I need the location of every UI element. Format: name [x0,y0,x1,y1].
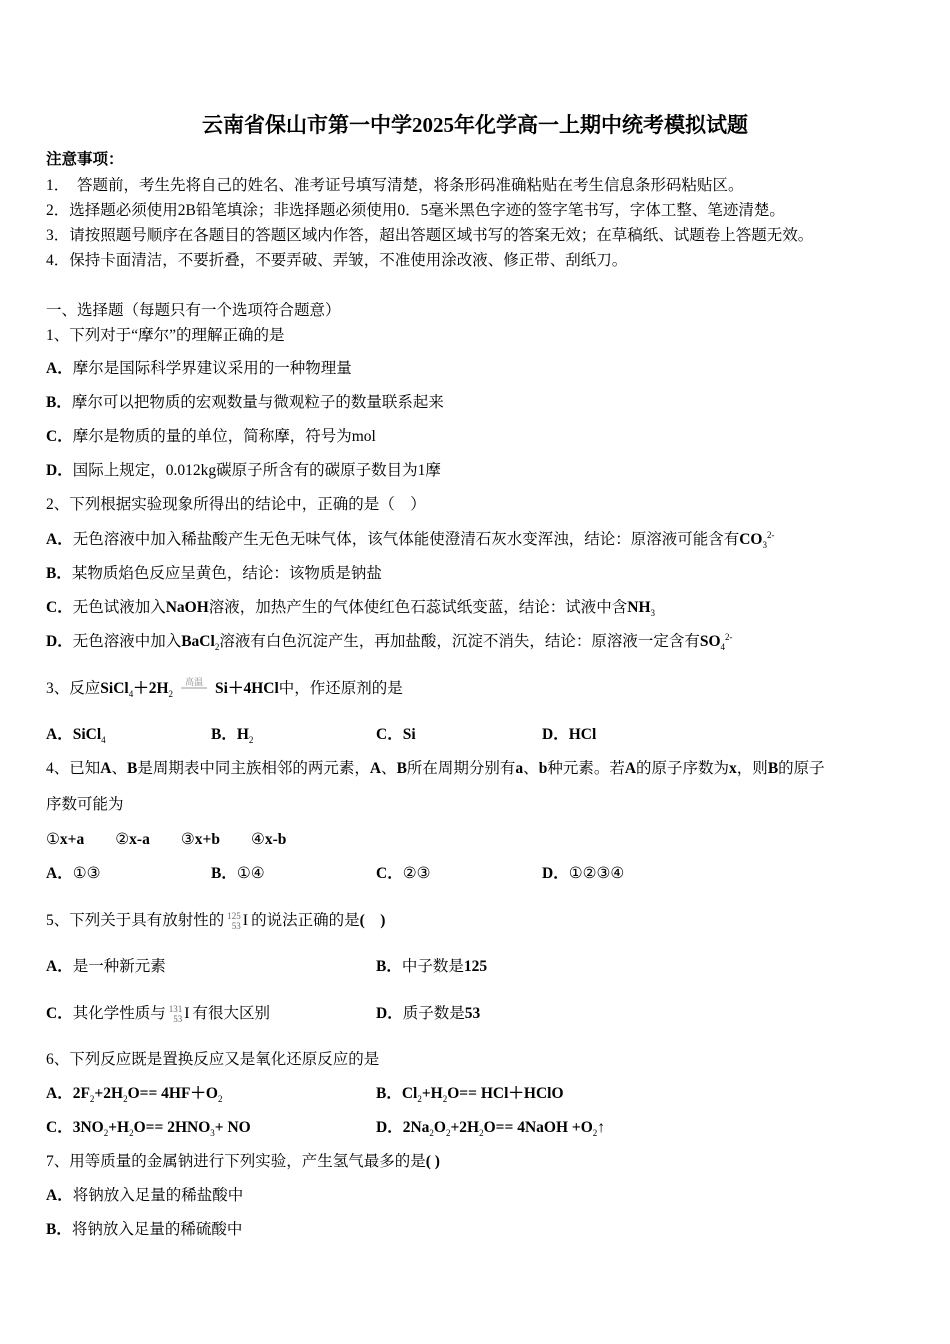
text-run: 某物质焰色反应呈黄色，结论：该物质是钠盐 [71,565,382,582]
text-run: B． [46,1221,72,1238]
text-run: O== 4HF＋O [127,1085,218,1102]
text-run: 、 [111,760,127,777]
text-run: C． [376,726,403,743]
text-run: x+a [59,831,116,848]
answer-option [376,725,416,745]
text-run: 2 [429,1128,434,1139]
text-run: 53 [464,1005,481,1022]
text-line [46,301,341,321]
answer-option [46,1118,251,1138]
text-line [46,830,286,850]
text-run: A [100,760,112,777]
isotope-element: I [242,912,249,930]
text-run: 2 [89,1094,95,1105]
text-run: 摩尔是物质的量的单位，简称摩，符号为mol [72,428,376,445]
text-run: 4 [720,642,726,653]
isotope-element: I [184,1005,190,1023]
answer-option [376,957,487,977]
text-run: O== HCl＋HClO [447,1085,564,1102]
text-run: ②③ [402,865,431,882]
text-run: SiCl [100,680,129,697]
text-run: 2 [442,1094,448,1105]
text-line [46,393,444,413]
text-run: ③ [180,831,195,848]
text-run: NH [627,599,651,616]
text-run: 3、反应 [46,680,101,697]
text-run: 3NO [72,1119,104,1136]
text-run: CO [739,531,763,548]
text-run: BaCl [181,633,215,650]
text-run: A． [46,865,73,882]
text-run: + NO [214,1119,251,1136]
text-run: +2H [450,1119,480,1136]
text-run: 3．请按照题号顺序在各题目的答题区域内作答，超出答题区域书写的答案无效；在草稿纸、试题卷上答题无效。 [46,227,814,244]
text-run: ①③ [72,865,101,882]
text-run: NaOH [165,599,209,616]
text-run: O== 4NaOH +O [483,1119,593,1136]
text-run: C． [46,599,73,616]
text-run: B． [46,565,72,582]
isotope-atomic-number: 53 [231,921,241,932]
text-line [46,632,733,652]
text-run: B [767,760,779,777]
answer-option [211,725,253,745]
text-run: ④ [250,831,265,848]
answer-option [46,864,101,884]
text-run: 无色溶液中加入稀盐酸产生无色无味气体，该气体能使澄清石灰水变浑浊，结论：原溶液可能含有 [72,531,740,548]
text-line [46,461,441,481]
text-run: x+b [194,831,251,848]
text-run: D． [542,726,569,743]
text-run: 7、用等质量的金属钠进行下列实验，产生氢气最多的是 [46,1153,426,1170]
text-line [46,201,785,221]
answer-option [46,1084,223,1104]
text-run: +H [108,1119,130,1136]
answer-option [376,1118,605,1138]
text-run: O [433,1119,446,1136]
text-run: 将钠放入足量的稀硫酸中 [71,1221,243,1238]
text-line [46,911,385,931]
text-run: 中，作还原剂的是 [278,680,403,697]
text-run: a [515,760,524,777]
text-run: b [538,760,548,777]
text-run: A． [46,1085,73,1102]
text-run: 所在周期分别有 [406,760,516,777]
text-run: 摩尔是国际科学界建议采用的一种物理量 [72,360,352,377]
text-run: A [624,760,637,777]
text-run: 序数可能为 [46,796,124,813]
text-run: 2 [214,642,220,653]
answer-option [46,957,166,977]
answer-option [376,864,431,884]
text-run: 无色溶液中加入 [72,633,182,650]
text-run: SO [699,633,721,650]
text-line [46,1220,242,1240]
text-run: 2Na [402,1119,430,1136]
text-run: 5、下列关于具有放射性的 [46,911,225,929]
text-run: 国际上规定，0.012kg碳原子所含有的碳原子数目为1摩 [72,462,441,479]
text-run: 有很大区别 [192,1004,271,1022]
text-run: 溶液有白色沉淀产生，再加盐酸，沉淀不消失，结论：原溶液一定含有 [219,633,700,650]
text-run: 6、下列反应既是置换反应又是氧化还原反应的是 [46,1051,380,1068]
text-run: D． [46,462,73,479]
text-run: ，则 [736,760,768,777]
text-run: Cl [401,1085,418,1102]
text-run: B． [46,394,72,411]
text-line [46,150,124,170]
text-run: C． [376,865,403,882]
text-run: A． [46,531,73,548]
text-run: D． [376,1119,403,1136]
text-run: 无色试液加入 [72,599,166,616]
text-run: 2 [248,735,254,746]
text-run: 2 [479,1128,484,1139]
text-run: B． [376,958,402,975]
text-run: D． [376,1005,403,1022]
text-run: 的原子 [778,760,825,777]
text-run: ①②③④ [568,865,625,882]
text-run: 2- [766,529,775,540]
text-run: 2 [592,1128,598,1139]
text-run: 注意事项： [46,151,124,168]
isotope-numbers [169,1004,183,1024]
text-run: H [236,726,249,743]
answer-option [542,864,624,884]
text-line [46,176,744,196]
text-run: ① [46,831,60,848]
text-line [46,564,382,584]
text-run: SiCl [72,726,102,743]
text-line [46,1186,243,1206]
text-run: 其化学性质与 [72,1004,166,1022]
text-run: A． [46,1187,73,1204]
isotope-mass: 131 [168,1004,183,1015]
text-run: 2、下列根据实验现象所得出的结论中，正确的是（ ） [46,496,426,513]
text-run: B [126,760,138,777]
text-run: 的说法正确的是 [251,911,360,929]
text-run: D． [46,633,73,650]
text-run: x-b [264,831,287,848]
text-run: 4、已知 [46,760,101,777]
text-run: HCl [568,726,597,743]
text-line [46,326,285,346]
text-run: 、 [523,760,539,777]
isotope-numbers [227,911,241,931]
text-run: 一、选择题（每题只有一个选项符合题意） [46,302,341,319]
text-line [46,795,124,815]
text-run: A． [46,726,73,743]
isotope-atomic-number: 53 [173,1014,183,1025]
text-run: ( ) [425,1153,440,1170]
text-run: 2 [218,1094,223,1105]
text-run: 2 [129,1128,134,1139]
text-run: B． [211,726,237,743]
text-run: 摩尔可以把物质的宏观数量与微观粒子的数量联系起来 [71,394,444,411]
text-run: B． [376,1085,402,1102]
text-run: A [369,760,382,777]
text-run: x [729,760,737,777]
text-run: x-a [129,831,181,848]
text-run: 种元素。若 [547,760,625,777]
text-run: 2- [725,631,733,642]
text-run: 4 [128,689,134,700]
text-run: 是一种新元素 [72,958,166,975]
text-line [46,251,627,271]
text-run: +2H [94,1085,124,1102]
text-run: 1、下列对于“摩尔”的理解正确的是 [46,327,285,344]
text-run: 将钠放入足量的稀盐酸中 [72,1187,244,1204]
text-run: A． [46,958,73,975]
isotope-mass: 125 [227,911,241,922]
text-run: B． [211,865,237,882]
answer-option [376,1084,564,1104]
text-run: 125 [463,958,488,975]
text-line [46,427,376,447]
text-run: 质子数是 [402,1005,465,1022]
text-run: +H [421,1085,443,1102]
text-run: 2 [123,1094,128,1105]
text-line [46,495,426,515]
text-run: 2 [103,1128,109,1139]
text-line [46,677,403,699]
text-run: ＋2H [133,680,169,697]
text-run: A． [46,360,73,377]
text-run: 中子数是 [401,958,464,975]
text-run: 3 [210,1128,215,1139]
text-line [46,530,774,550]
text-run: 1． 答题前，考生先将自己的姓名、准考证号填写清楚，将条形码准确粘贴在考生信息条形码粘贴区。 [46,177,744,194]
text-line [46,226,813,246]
text-run: 2 [168,689,174,700]
answer-option [376,1004,480,1024]
text-run: 3 [650,608,656,619]
text-run: C． [46,1119,73,1136]
text-run: Si＋4HCl [215,680,279,697]
answer-option [542,725,596,745]
text-line [46,1050,379,1070]
condition-label: 高温 [185,677,204,687]
text-run: B [396,760,407,777]
text-run: 3 [762,540,767,551]
answer-option [46,725,106,745]
text-run: ↑ [597,1119,606,1136]
text-run: 4．保持卡面清洁，不要折叠，不要弄破、弄皱，不准使用涂改液、修正带、刮纸刀。 [46,252,628,269]
text-run: 2 [417,1094,422,1105]
text-run: 是周期表中同主族相邻的两元素， [137,760,370,777]
text-run: 2F [72,1085,90,1102]
text-run: 2 [445,1128,451,1139]
text-run: D． [542,865,569,882]
reaction-condition-arrow [181,677,207,699]
isotope-symbol [227,911,248,931]
text-line [46,598,655,618]
document-title: 云南省保山市第一中学2025年化学高一上期中统考模拟试题 [202,113,748,137]
answer-option [46,1004,270,1024]
answer-option [211,864,265,884]
text-line [46,759,825,779]
text-run: 4 [101,735,106,746]
reaction-bar [181,687,207,689]
text-run: 溶液，加热产生的气体使红色石蕊试纸变蓝，结论：试液中含 [208,599,628,616]
text-run: 、 [381,760,397,777]
text-run: O== 2HNO [133,1119,211,1136]
text-line [46,1152,440,1172]
text-run: Si [402,726,416,743]
text-line [46,359,352,379]
text-run: ② [115,831,130,848]
text-run: ①④ [236,865,265,882]
isotope-symbol [169,1004,190,1024]
text-run: ( ) [359,911,386,929]
text-run: C． [46,428,73,445]
text-run: 的原子序数为 [636,760,730,777]
text-run: C． [46,1004,73,1022]
text-run: 2．选择题必须使用2B铅笔填涂；非选择题必须使用0．5毫米黑色字迹的签字笔书写，字体工整、笔迹清楚。 [46,202,785,219]
